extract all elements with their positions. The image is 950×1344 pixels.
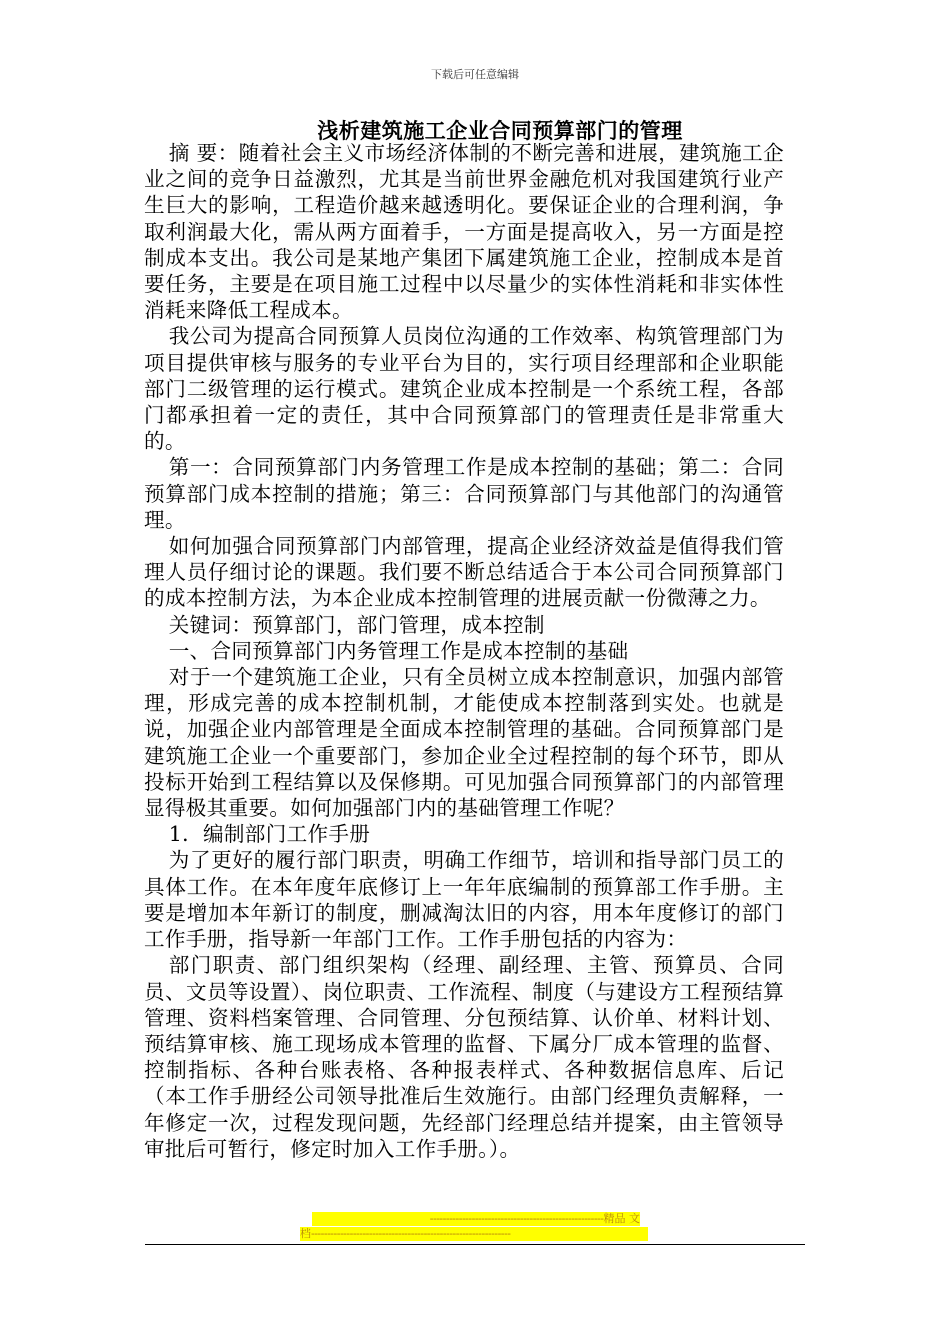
footer-banner-line1: [312, 1212, 640, 1226]
abstract-paragraph: 摘 要：随着社会主义市场经济体制的不断完善和进展，建筑施工企业之间的竞争日益激烈，尤其是当前世界金融危机对我国建筑行业产生巨大的影响，工程造价越来越透明化。要保证企业的合理利润，争取利润最大化，需从两方面着手，一方面是提高收入，另一方面是控制成本支出。我公司是某地产集团下属建筑施工企业，控制成本是首要任务，主要是在项目施工过程中以尽量少的实体性消耗和非实体性消耗来降低工程成本。: [144, 141, 784, 323]
section-heading: 一、合同预算部门内务管理工作是成本控制的基础: [168, 638, 629, 663]
footer-label: 档: [300, 1227, 311, 1240]
body-paragraph: 第一：合同预算部门内务管理工作是成本控制的基础；第二：合同预算部门成本控制的措施；第三：合同预算部门与其他部门的沟通管理。: [144, 455, 784, 532]
subsection-heading: 1．编制部门工作手册: [168, 822, 371, 847]
body-paragraph: 我公司为提高合同预算人员岗位沟通的工作效率、构筑管理部门为项目提供审核与服务的专业平台为目的，实行项目经理部和企业职能部门二级管理的运行模式。建筑企业成本控制是一个系统工程，各部门都承担着一定的责任，其中合同预算部门的管理责任是非常重大的。: [144, 324, 784, 454]
footer-dashes: --------------------------------------------------------------: [311, 1227, 511, 1240]
footer-banner-line2: [300, 1227, 648, 1241]
footer-dashes: ------------------------------------------------------: [429, 1212, 604, 1225]
keywords-line: 关键词：预算部门，部门管理，成本控制: [168, 612, 545, 637]
body-paragraph: 如何加强合同预算部门内部管理，提高企业经济效益是值得我们管理人员仔细讨论的课题。我们要不断总结适合于本公司合同预算部门的成本控制方法，为本企业成本控制管理的进展贡献一份微薄之力。: [144, 534, 784, 611]
body-paragraph: 部门职责、部门组织架构（经理、副经理、主管、预算员、合同员、文员等设置）、岗位职责、工作流程、制度（与建设方工程预结算管理、资料档案管理、合同管理、分包预结算、认价单、材料计划、预结算审核、施工现场成本管理的监督、下属分厂成本管理的监督、控制指标、各种台账表格、各种报表样式、各种数据信息库、后记（本工作手册经公司领导批准后生效施行。由部门经理负责解释，一年修定一次，过程发现问题，先经部门经理总结并提案，由主管领导审批后可暂行，修定时加入工作手册。）。: [144, 953, 784, 1161]
page-header: 下载后可任意编辑: [431, 68, 519, 81]
document-title: 浅析建筑施工企业合同预算部门的管理: [317, 118, 683, 143]
footer-label: 精品 文: [603, 1212, 640, 1225]
body-paragraph: 对于一个建筑施工企业，只有全员树立成本控制意识，加强内部管理，形成完善的成本控制机制，才能使成本控制落到实处。也就是说，加强企业内部管理是全面成本控制管理的基础。合同预算部门是建筑施工企业一个重要部门，参加企业全过程控制的每个环节，即从投标开始到工程结算以及保修期。可见加强合同预算部门的内部管理显得极其重要。如何加强部门内的基础管理工作呢？: [144, 665, 784, 821]
body-paragraph: 为了更好的履行部门职责，明确工作细节，培训和指导部门员工的具体工作。在本年度年底修订上一年年底编制的预算部工作手册。主要是增加本年新订的制度，删减淘汰旧的内容，用本年度修订的部门工作手册，指导新一年部门工作。工作手册包括的内容为：: [144, 848, 784, 952]
document-body: [144, 140, 784, 1162]
footer-divider: [145, 1244, 805, 1245]
